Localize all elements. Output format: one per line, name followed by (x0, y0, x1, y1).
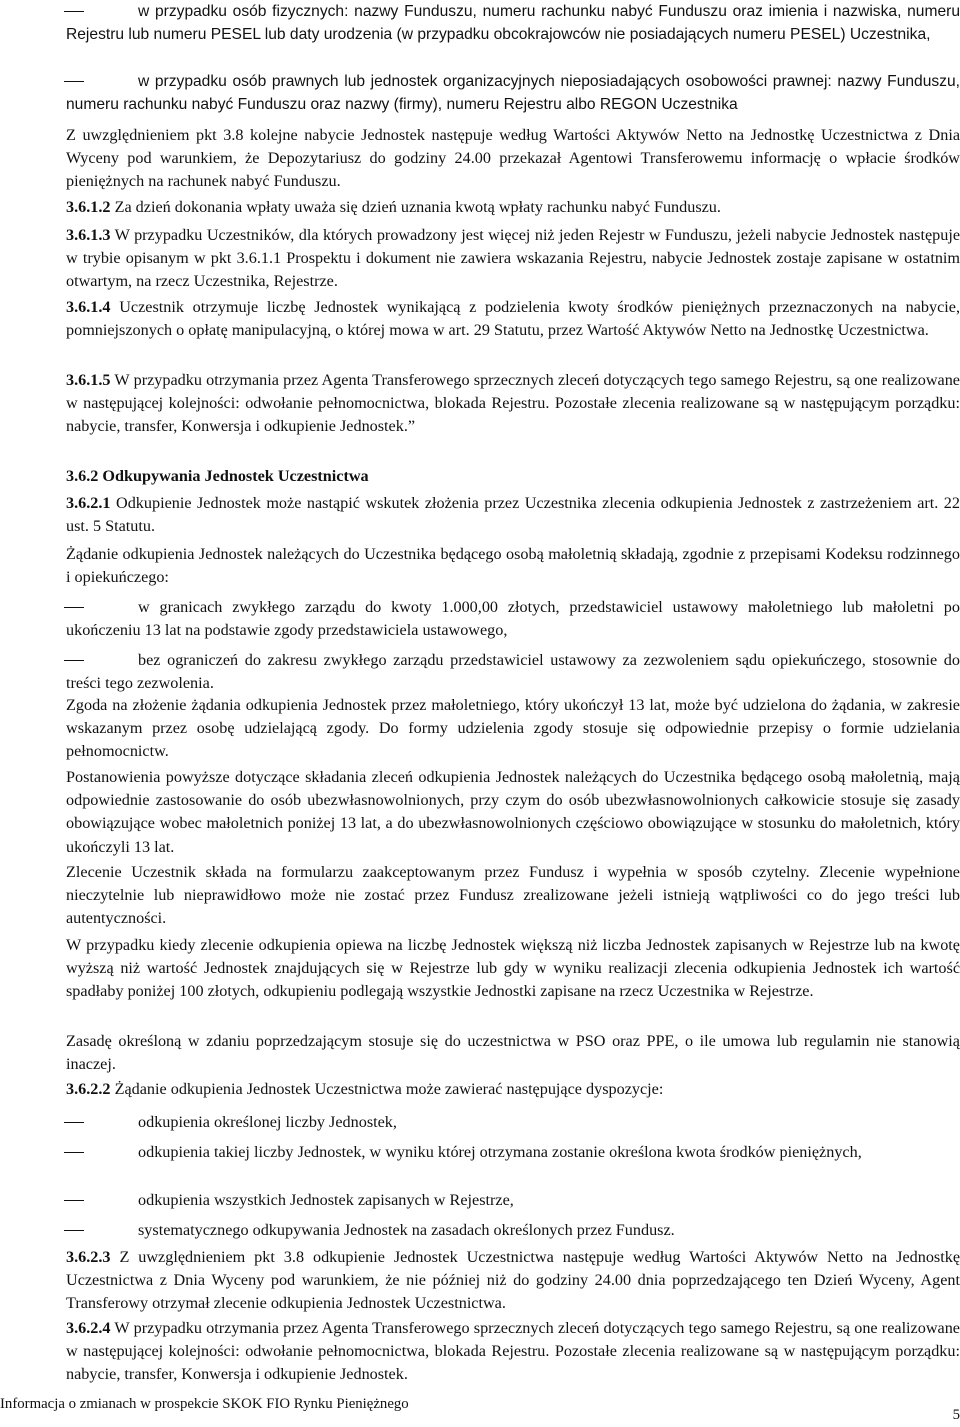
section-number: 3.6.1.5 (66, 371, 111, 389)
section-3-6-1-3 (66, 224, 960, 294)
bullet-item-court-permission (66, 649, 960, 695)
dash-bullet-icon (64, 607, 84, 608)
section-3-6-2-2 (66, 1078, 960, 1101)
paragraph-excess-redemption: W przypadku kiedy zlecenie odkupienia opiewa na liczbę Jednostek większą niż liczba Jednostek zapisanych w Rejestrze lub na kwotę wyższą niż wartość Jednostek znajdujących się w Rejestrze lub gdy w wyniku realizacji zlecenia odkupienia Jednostek ich wartość spadłaby poniżej 100 złotych, odkupieniu podlegają wszystkie Jednostki zapisane na rzecz Uczestnika w Rejestrze. (66, 936, 960, 1001)
dash-bullet-icon (64, 1122, 84, 1123)
bullet-item-number-of-units (66, 1111, 960, 1134)
section-text: Żądanie odkupienia Jednostek Uczestnictwa może zawierać następujące dyspozycje: (110, 1080, 664, 1098)
section-text: W przypadku otrzymania przez Agenta Transferowego sprzecznych zleceń dotyczących tego samego Rejestru, są one realizowane w następującej kolejności: odwołanie pełnomocnictwa, blokada Rejestru. Pozostałe zlecenia realizowane są w następującym porządku: nabycie, transfer, Konwersja i odkupienie Jednostek. (66, 1319, 960, 1384)
section-text: Za dzień dokonania wpłaty uważa się dzień uznania kwotą wpłaty rachunku nabyć Funduszu. (110, 198, 721, 216)
section-text: W przypadku otrzymania przez Agenta Transferowego sprzecznych zleceń dotyczących tego samego Rejestru, są one realizowane w następującej kolejności: odwołanie pełnomocnictwa, blokada Rejestru. Pozostałe zlecenia realizowane są w następującym porządku: nabycie, transfer, Konwersja i odkupienie Jednostek.” (66, 371, 960, 436)
paragraph-pso-ppe: Zasadę określoną w zdaniu poprzedzającym stosuje się do uczestnictwa w PSO oraz PPE, o ile umowa lub regulamin nie stanowią inaczej. (66, 1032, 960, 1074)
bullet-item-systematic (66, 1219, 960, 1242)
heading-3-6-2: 3.6.2 Odkupywania Jednostek Uczestnictwa (66, 467, 369, 485)
section-number: 3.6.2.3 (66, 1248, 111, 1266)
bullet-item-ordinary-management (66, 596, 960, 642)
bullet-text: odkupienia określonej liczby Jednostek, (138, 1113, 397, 1131)
section-text: Odkupienie Jednostek może nastąpić wskutek złożenia przez Uczestnika zlecenia odkupienia Jednostek z zastrzeżeniem art. 22 ust. 5 Statutu. (66, 494, 960, 536)
section-number: 3.6.1.2 (66, 198, 111, 216)
bullet-item-amount (66, 1141, 960, 1164)
dash-bullet-icon (64, 660, 84, 661)
section-number: 3.6.1.4 (66, 298, 111, 316)
bullet-text: w przypadku osób prawnych lub jednostek organizacyjnych nieposiadających osobowości prawnej: nazwy Funduszu, numeru rachunku nabyć Funduszu oraz nazwy (firmy), numeru Rejestru albo REGON Uczestnika (66, 73, 960, 114)
paragraph-consent: Zgoda na złożenie żądania odkupienia Jednostek przez małoletniego, który ukończył 13 lat, może być udzielona do żądania, w zakresie wskazanym przez osobę udzielającą zgody. Do formy udzielenia zgody stosuje się odpowiednie przepisy o formie udzielania pełnomocnictw. (66, 696, 960, 761)
bullet-item-legal-persons (66, 70, 960, 116)
bullet-text: systematycznego odkupywania Jednostek na zasadach określonych przez Fundusz. (138, 1221, 675, 1239)
paragraph-purchase-valuation: Z uwzględnieniem pkt 3.8 kolejne nabycie Jednostek następuje według Wartości Aktywów Netto na Jednostkę Uczestnictwa z Dnia Wyceny pod warunkiem, że Depozytariusz do godziny 24.00 przekazał Agentowi Transferowemu informację o wpłacie środków pieniężnych na rachunek nabyć Funduszu. (66, 126, 960, 191)
section-number: 3.6.2.1 (66, 494, 111, 512)
dash-bullet-icon (64, 1230, 84, 1231)
bullet-item-natural-persons (66, 0, 960, 46)
dash-bullet-icon (64, 11, 84, 12)
dash-bullet-icon (64, 1200, 84, 1201)
page-number: 5 (952, 1407, 960, 1423)
bullet-text: w granicach zwykłego zarządu do kwoty 1.000,00 złotych, przedstawiciel ustawowy małoletniego lub małoletni po ukończeniu 13 lat na podstawie zgody przedstawiciela ustawowego, (66, 598, 960, 640)
page-footer: Informacja o zmianach w prospekcie SKOK FIO Rynku Pieniężnego (0, 1396, 409, 1412)
bullet-text: odkupienia takiej liczby Jednostek, w wyniku której otrzymana zostanie określona kwota środków pieniężnych, (138, 1143, 862, 1161)
bullet-text: odkupienia wszystkich Jednostek zapisanych w Rejestrze, (138, 1191, 514, 1209)
section-number: 3.6.2.2 (66, 1080, 111, 1098)
section-3-6-2-3 (66, 1246, 960, 1316)
paragraph-provisions: Postanowienia powyższe dotyczące składania zleceń odkupienia Jednostek należących do Uczestnika będącego osobą małoletnią, mają odpowiednie zastosowanie do osób ubezwłasnowolnionych, przy czym do osób ubezwłasnowolnionych całkowicie stosuje się zasady obowiązujące wobec małoletnich poniżej 13 lat, a do ubezwłasnowolnionych częściowo obowiązujące w stosunku do małoletnich, który ukończyli 13 lat. (66, 768, 960, 856)
bullet-item-all-units (66, 1189, 960, 1212)
section-3-6-1-4 (66, 296, 960, 342)
section-3-6-2-4 (66, 1317, 960, 1387)
section-number: 3.6.2.4 (66, 1319, 111, 1337)
section-text: W przypadku Uczestników, dla których prowadzony jest więcej niż jeden Rejestr w Funduszu, jeżeli nabycie Jednostek następuje w trybie opisanym w pkt 3.6.1.1 Prospektu i dokument nie zawiera wskazania Rejestru, nabycie Jednostek zostaje zapisane w ostatnim otwartym, na rzecz Uczestnika, Rejestrze. (66, 226, 960, 291)
section-text: Uczestnik otrzymuje liczbę Jednostek wynikającą z podzielenia kwoty środków pieniężnych przeznaczonych na nabycie, pomniejszonych o opłatę manipulacyjną, o której mowa w art. 29 Statutu, przez Wartość Aktywów Netto na Jednostkę Uczestnictwa. (66, 298, 960, 340)
dash-bullet-icon (64, 1152, 84, 1153)
paragraph-order-form: Zlecenie Uczestnik składa na formularzu zaakceptowanym przez Fundusz i wypełnia w sposób czytelny. Zlecenie wypełnione nieczytelnie lub nieprawidłowo może nie zostać przez Fundusz zrealizowane jeżeli istnieją wątpliwości co do jego treści lub autentyczności. (66, 863, 960, 928)
bullet-text: bez ograniczeń do zakresu zwykłego zarządu przedstawiciel ustawowy za zezwoleniem sądu opiekuńczego, stosownie do treści tego zezwolenia. (66, 651, 960, 693)
section-3-6-1-2 (66, 196, 960, 219)
section-number: 3.6.1.3 (66, 226, 111, 244)
bullet-text: w przypadku osób fizycznych: nazwy Funduszu, numeru rachunku nabyć Funduszu oraz imienia i nazwiska, numeru Rejestru lub numeru PESEL lub daty urodzenia (w przypadku obcokrajowców nie posiadających numeru PESEL) Uczestnika, (66, 3, 960, 44)
section-3-6-1-5 (66, 369, 960, 439)
section-text: Z uwzględnieniem pkt 3.8 odkupienie Jednostek Uczestnictwa następuje według Wartości Aktywów Netto na Jednostkę Uczestnictwa z Dnia Wyceny pod warunkiem, że nie później niż do godziny 24.00 dnia poprzedzającego ten Dzień Wyceny, Agent Transferowy otrzymał zlecenie odkupienia Jednostek Uczestnictwa. (66, 1248, 960, 1313)
dash-bullet-icon (64, 81, 84, 82)
section-3-6-2-1 (66, 492, 960, 538)
paragraph-minor-request: Żądanie odkupienia Jednostek należących do Uczestnika będącego osobą małoletnią składają, zgodnie z przepisami Kodeksu rodzinnego i opiekuńczego: (66, 545, 960, 587)
